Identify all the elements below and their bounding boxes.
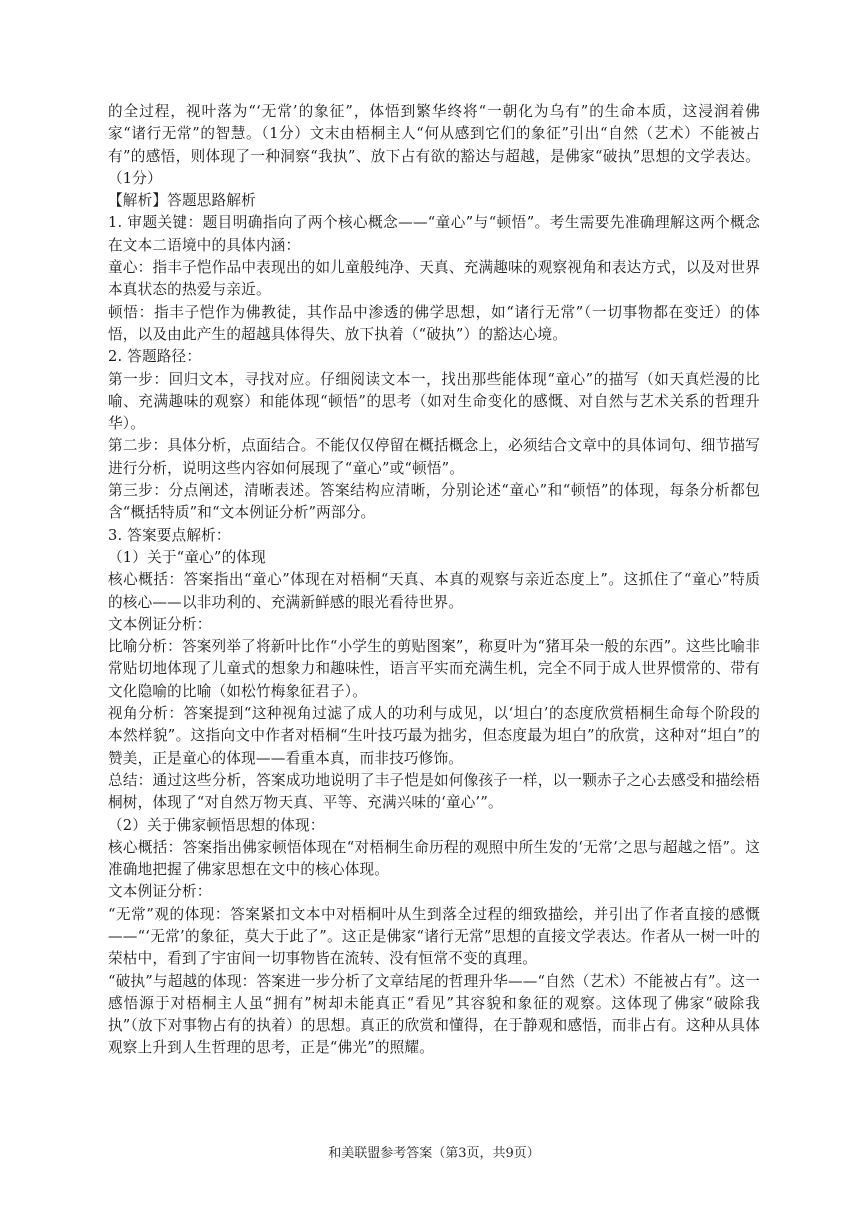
paragraph: 核心概括：答案指出“童心”体现在对梧桐“天真、本真的观察与亲近态度上”。这抓住了“童心”特质的核心——以非功利的、充满新鲜感的眼光看待世界。 bbox=[108, 571, 760, 611]
paragraph: “破执”与超越的体现：答案进一步分析了文章结尾的哲理升华——“自然（艺术）不能被占有”。这一感悟源于对梧桐主人虽“拥有”树却未能真正“看见”其容貌和象征的观察。这体现了佛家“破除我执”（放下对事物占有的执着）的思想。真正的欣赏和懂得，在于静观和感悟，而非占有。这种从具体观察上升到人生哲理的思考，正是“佛光”的照耀。 bbox=[108, 972, 760, 1057]
paragraph: 第一步：回归文本，寻找对应。仔细阅读文本一，找出那些能体现“童心”的描写（如天真烂漫的比喻、充满趣味的观察）和能体现“顿悟”的思考（如对生命变化的感慨、对自然与艺术关系的哲理升华）。 bbox=[108, 370, 760, 433]
paragraph: 视角分析：答案提到“这种视角过滤了成人的功利与成见，以‘坦白’的态度欣赏梧桐生命每个阶段的本然样貌”。这指向文中作者对梧桐“生叶技巧最为拙劣，但态度最为坦白”的欣赏，这种对“坦白”的赞美，正是童心的体现——看重本真，而非技巧修饰。 bbox=[108, 705, 760, 767]
paragraph: 的全过程，视叶落为“‘无常’的象征”，体悟到繁华终将“一朝化为乌有”的生命本质，这浸润着佛家“诸行无常”的智慧。（1分）文末由梧桐主人“何从感到它们的象征”引出“自然（艺术）不能被占有”的感悟，则体现了一种洞察“我执”、放下占有欲的豁达与超越，是佛家“破执”思想的文学表达。（1分） bbox=[108, 103, 760, 187]
paragraph: 顿悟：指丰子恺作为佛教徒，其作品中渗透的佛学思想，如“诸行无常”（一切事物都在变迁）的体悟，以及由此产生的超越具体得失、放下执着（“破执”）的豁达心境。 bbox=[108, 303, 760, 343]
paragraph: 第三步：分点阐述，清晰表述。答案结构应清晰，分别论述“童心”和“顿悟”的体现，每条分析都包含“概括特质”和“文本例证分析”两部分。 bbox=[108, 482, 760, 522]
paragraph: 总结：通过这些分析，答案成功地说明了丰子恺是如何像孩子一样，以一颗赤子之心去感受和描绘梧桐树，体现了“对自然万物天真、平等、充满兴味的‘童心’”。 bbox=[108, 771, 760, 812]
paragraph: 比喻分析：答案列举了将新叶比作“小学生的剪贴图案”，称夏叶为“猪耳朵一般的东西”。这些比喻非常贴切地体现了儿童式的想象力和趣味性，语言平实而充满生机，完全不同于成人世界惯常的、带有文化隐喻的比喻（如松竹梅象征君子）。 bbox=[108, 638, 760, 700]
paragraph: 第二步：具体分析，点面结合。不能仅仅停留在概括概念上，必须结合文章中的具体词句、细节描写进行分析，说明这些内容如何展现了“童心”或“顿悟”。 bbox=[108, 437, 760, 477]
paragraph: 1. 审题关键：题目明确指向了两个核心概念——“童心”与“顿悟”。考生需要先准确理解这两个概念在文本二语境中的具体内涵： bbox=[108, 214, 760, 254]
paragraph: 文本例证分析： bbox=[108, 615, 212, 633]
paragraph: （1）关于“童心”的体现 bbox=[108, 548, 266, 566]
paragraph: 2. 答题路径： bbox=[108, 348, 202, 366]
paragraph: 3. 答案要点解析： bbox=[108, 526, 231, 544]
page-footer: 和美联盟参考答案（第3页，共9页） bbox=[328, 1146, 540, 1161]
paragraph: “无常”观的体现：答案紧扣文本中对梧桐叶从生到落全过程的细致描绘，并引出了作者直接的感慨——“‘无常’的象征，莫大于此了”。这正是佛家“诸行无常”思想的直接文学表达。作者从一树一叶的荣枯中，看到了宇宙间一切事物皆在流转、没有恒常不变的真理。 bbox=[108, 905, 760, 968]
answer-analysis-body bbox=[108, 101, 760, 1060]
paragraph: 文本例证分析： bbox=[108, 883, 212, 901]
paragraph: （2）关于佛家顿悟思想的体现： bbox=[108, 816, 325, 834]
paragraph: 核心概括：答案指出佛家顿悟体现在“对梧桐生命历程的观照中所生发的‘无常’之思与超越之悟”。这准确地把握了佛家思想在文中的核心体现。 bbox=[108, 838, 760, 879]
paragraph: 童心：指丰子恺作品中表现出的如儿童般纯净、天真、充满趣味的观察视角和表达方式，以及对世界本真状态的热爱与亲近。 bbox=[108, 259, 760, 299]
paragraph: 【解析】答题思路解析 bbox=[108, 192, 256, 210]
